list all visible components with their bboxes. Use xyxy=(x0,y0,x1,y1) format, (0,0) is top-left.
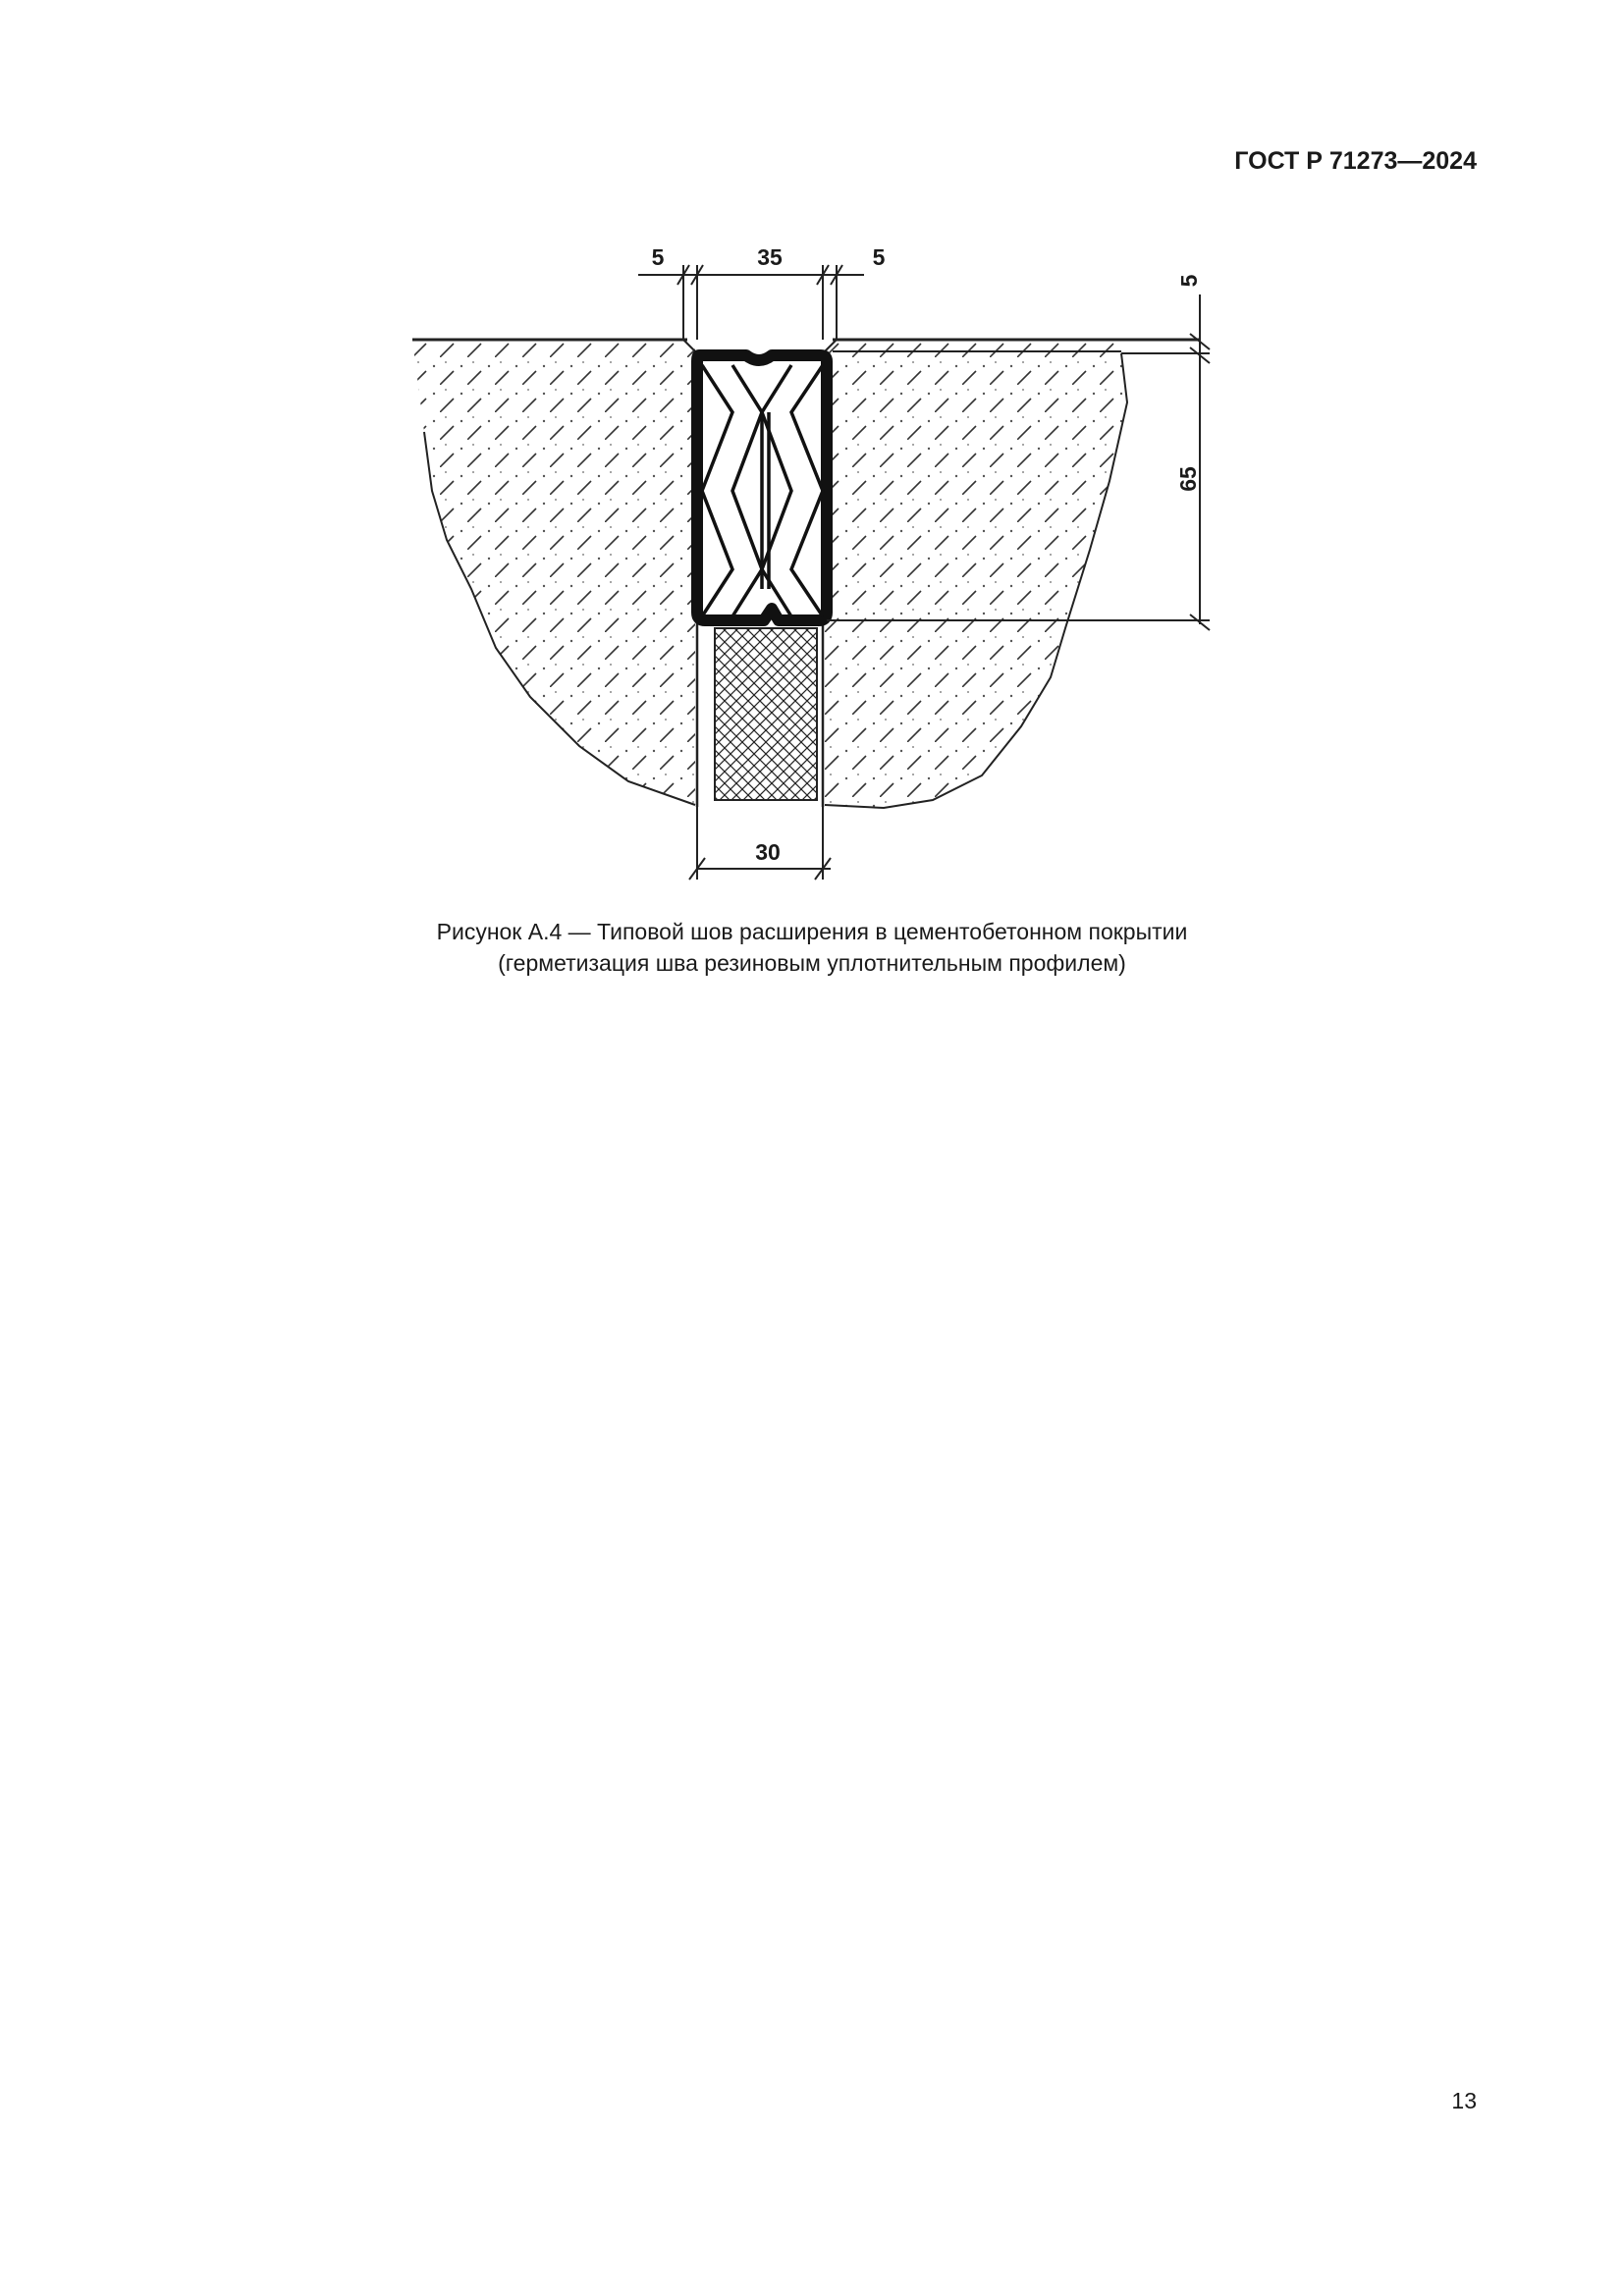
figure-caption xyxy=(0,916,1624,979)
document-standard-id: ГОСТ Р 71273—2024 xyxy=(1234,147,1477,175)
dimension-profile-depth: 65 xyxy=(1175,466,1201,492)
dimension-top-depth: 5 xyxy=(1176,274,1202,288)
dimension-top-right-chamfer: 5 xyxy=(872,244,886,270)
filler-board xyxy=(715,628,817,800)
dimension-filler-width: 30 xyxy=(755,839,781,865)
dimension-joint-width: 35 xyxy=(757,244,783,270)
expansion-joint-drawing xyxy=(0,0,1624,903)
rubber-sealing-profile xyxy=(697,355,827,620)
top-dimension xyxy=(638,265,864,340)
figure-caption-line-2: (герметизация шва резиновым уплотнительным профилем) xyxy=(498,950,1126,976)
figure-caption-line-1: Рисунок А.4 — Типовой шов расширения в цементобетонном покрытии xyxy=(436,919,1188,944)
concrete-slab-left xyxy=(412,340,695,805)
dimension-top-left-chamfer: 5 xyxy=(651,244,665,270)
concrete-slab-right xyxy=(825,340,1127,808)
page-number: 13 xyxy=(1451,2088,1477,2113)
